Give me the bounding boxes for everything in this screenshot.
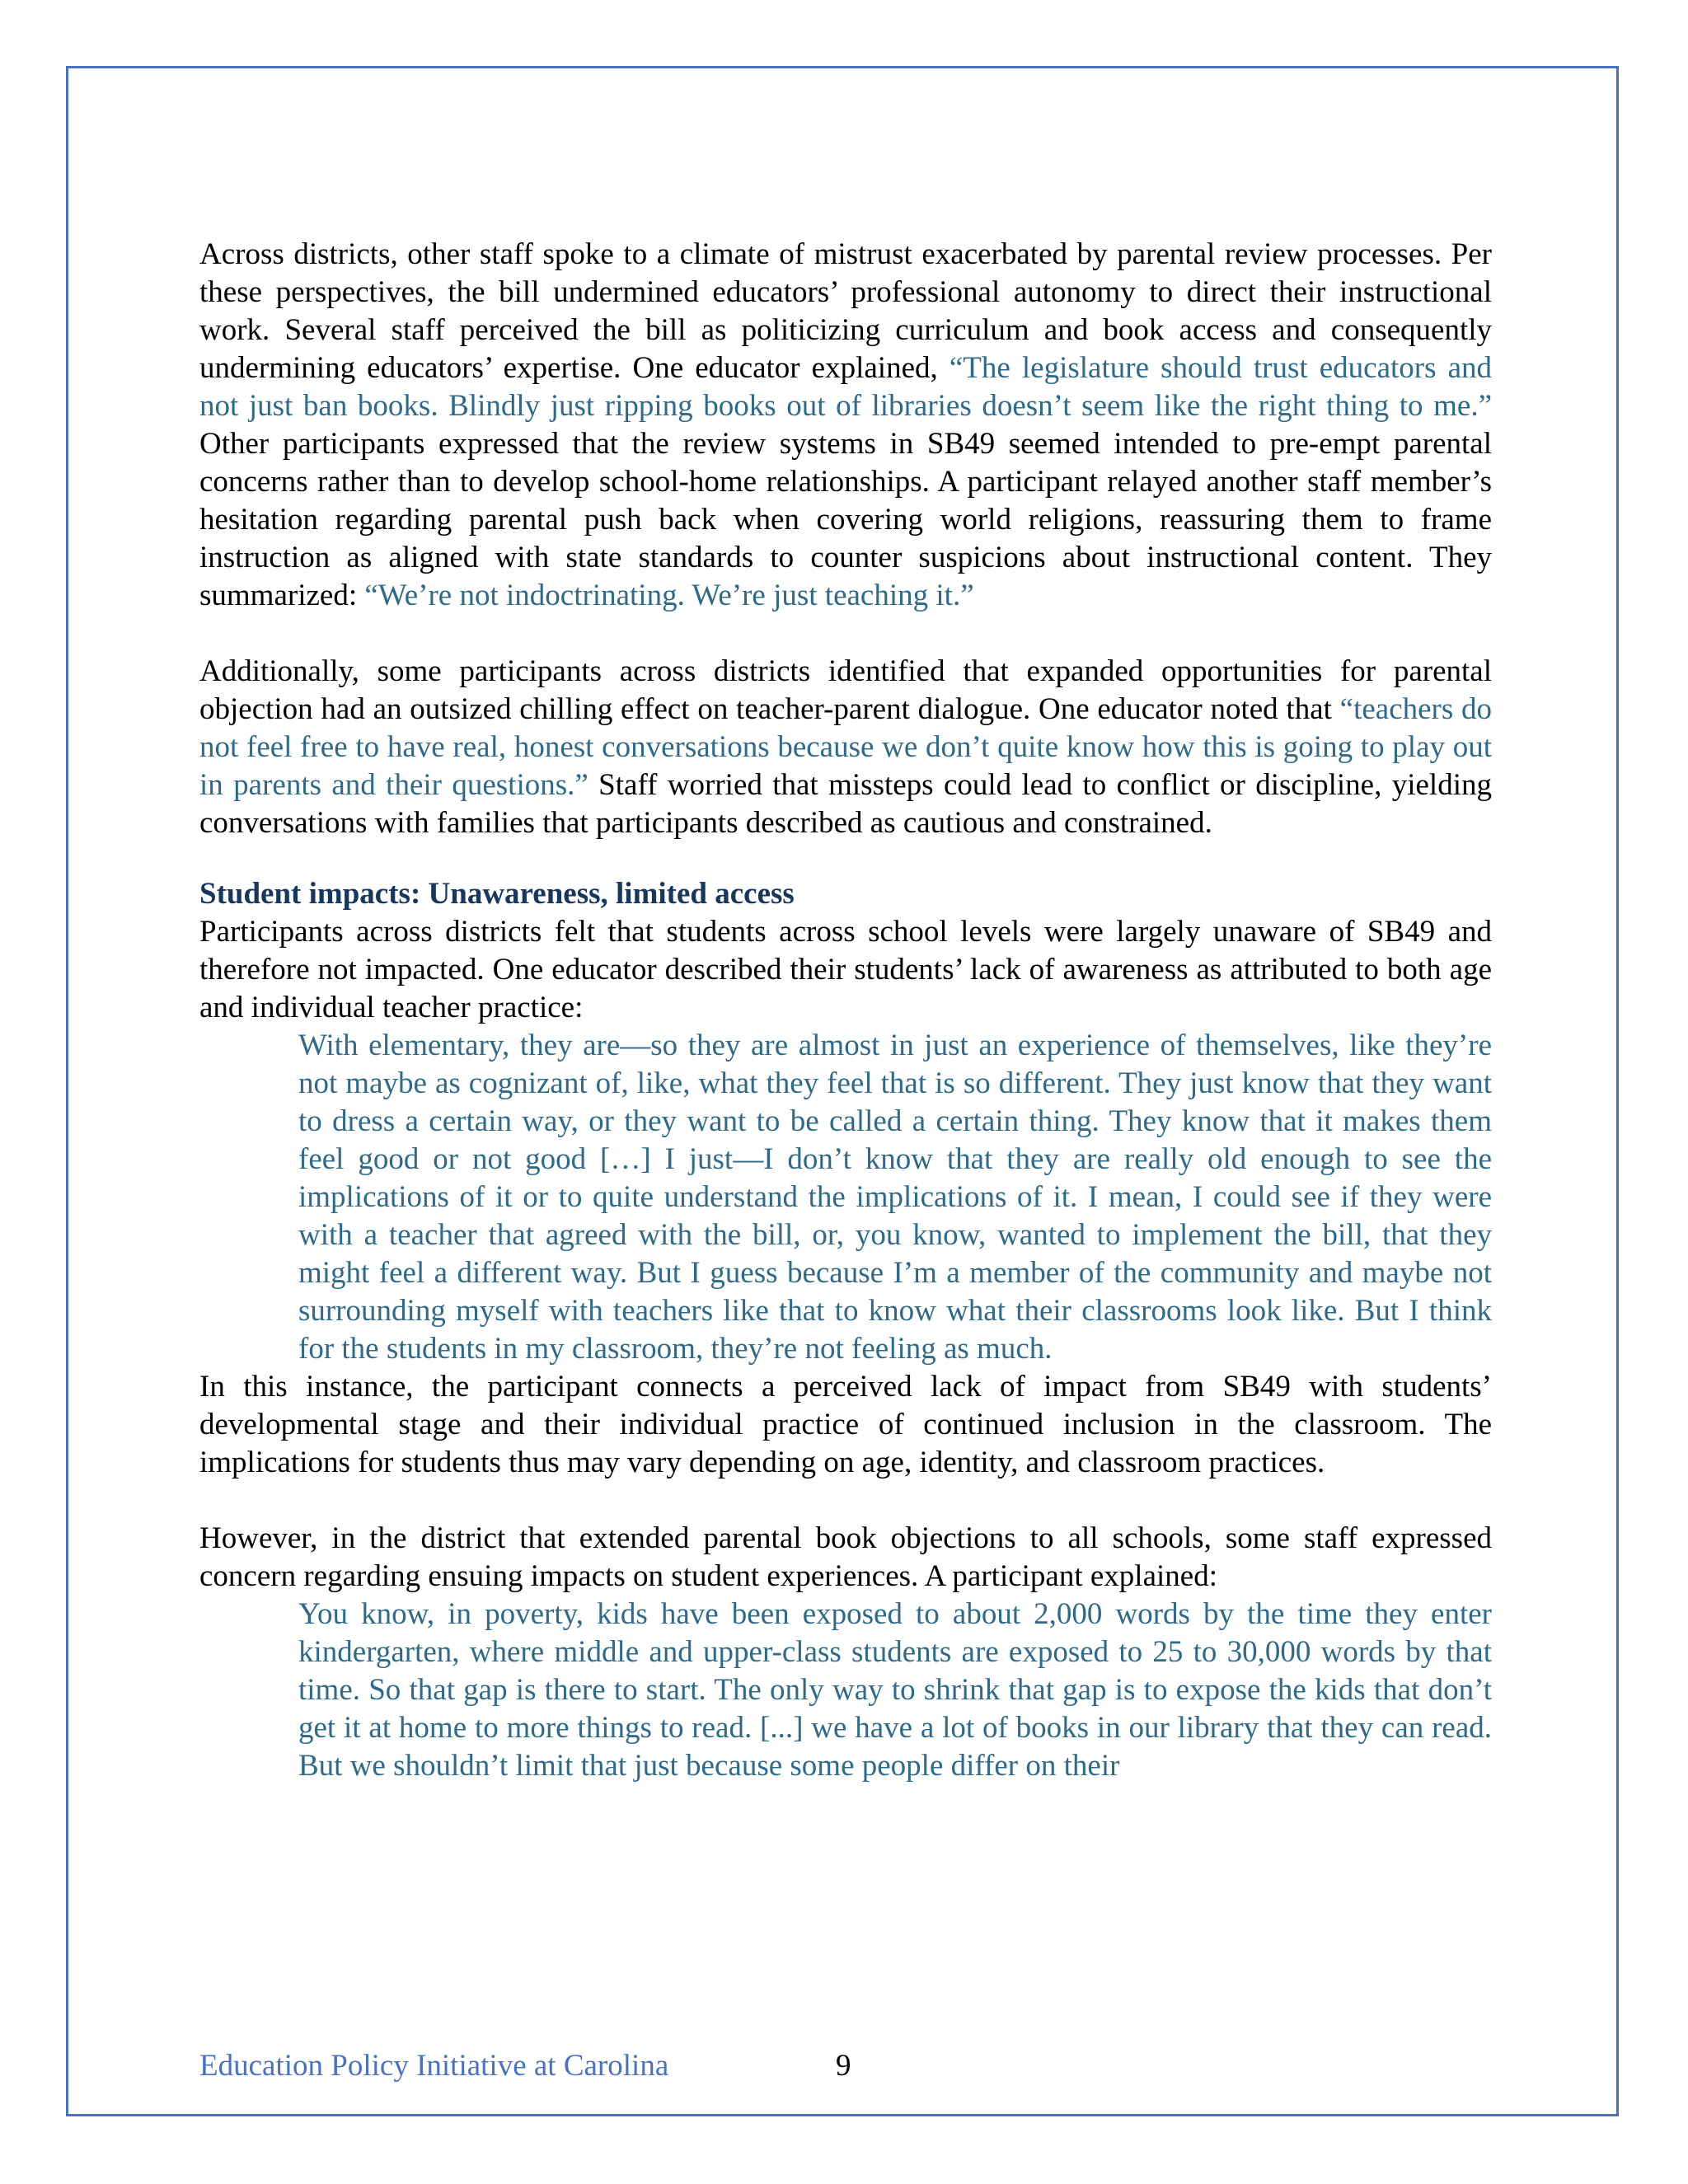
paragraph-text: Additionally, some participants across districts identified that expanded opportunities for parental objection had an outsized chilling effect on teacher-parent dialogue. One educator noted that — [199, 654, 1492, 726]
page-number: 9 — [836, 2049, 851, 2083]
quote-indoctrinating: “We’re not indoctrinating. We’re just teaching it.” — [364, 579, 974, 612]
section-heading: Student impacts: Unawareness, limited access — [199, 877, 795, 911]
quote-teachers-free: “teachers do not feel free to have real, honest conversations because we don’t quite know how this is going to play out in parents and their questions.” — [199, 692, 1492, 802]
blockquote-poverty: You know, in poverty, kids have been exposed to about 2,000 words by the time they enter kindergarten, where middle and upper-class students are exposed to 25 to 30,000 words by that time. So that gap is there to start. The only way to shrink that gap is to expose the kids that don’t get it at home to more things to read. [...] we have a lot of books in our library that they can read. But we shouldn’t limit that just because some people differ on their — [298, 1597, 1492, 1783]
paragraph-text: Across districts, other staff spoke to a climate of mistrust exacerbated by parental review processes. Per these perspectives, the bill undermined educators’ professional autonomy to direct their instructional work. Several staff perceived the bill as politicizing curriculum and book access and consequently undermining educators’ expertise. One educator explained, — [199, 237, 1492, 385]
paragraph-mistrust — [199, 236, 1492, 615]
paragraph-spacer — [199, 1482, 1492, 1520]
paragraph-spacer — [199, 615, 1492, 653]
blockquote-elementary: With elementary, they are—so they are almost in just an experience of themselves, like they’re not maybe as cognizant of, like, what they feel that is so different. They just know that they want to dress a certain way, or they want to be called a certain thing. They know that it makes them feel good or not good […] I just—I don’t know that they are really old enough to see the implications of it or to quite understand the implications of it. I mean, I could see if they were with a teacher that agreed with the bill, or, you know, wanted to implement the bill, that they might feel a different way. But I guess because I’m a member of the community and maybe not surrounding myself with teachers like that to know what their classrooms look like. But I think for the students in my classroom, they’re not feeling as much. — [298, 1029, 1492, 1366]
paragraph-chilling-effect — [199, 653, 1492, 842]
page-body — [199, 236, 1492, 1785]
footer-organization: Education Policy Initiative at Carolina — [199, 2049, 669, 2083]
quote-legislature: “The legislature should trust educators and not just ban books. Blindly just ripping books out of libraries doesn’t seem like the right thing to me.” — [199, 351, 1493, 423]
paragraph-text: Staff worried that missteps could lead to conflict or discipline, yielding conversations with families that participants described as cautious and constrained. — [199, 768, 1492, 840]
paragraph-instance: In this instance, the participant connects a perceived lack of impact from SB49 with students’ developmental stage and their individual practice of continued inclusion in the classroom. The implications for students thus may vary depending on age, identity, and classroom practices. — [199, 1370, 1492, 1479]
paragraph-text: Other participants expressed that the review systems in SB49 seemed intended to pre-empt parental concerns rather than to develop school-home relationships. A participant relayed another staff member’s hesitation regarding parental push back when covering world religions, reassuring them to frame instruction as aligned with state standards to counter suspicions about instructional content. They summarized: — [199, 427, 1492, 612]
paragraph-unaware: Participants across districts felt that students across school levels were largely unaware of SB49 and therefore not impacted. One educator described their students’ lack of awareness as attributed to both age and individual teacher practice: — [199, 915, 1492, 1024]
paragraph-book-objections: However, in the district that extended parental book objections to all schools, some staff expressed concern regarding ensuing impacts on student experiences. A participant explained: — [199, 1521, 1492, 1593]
